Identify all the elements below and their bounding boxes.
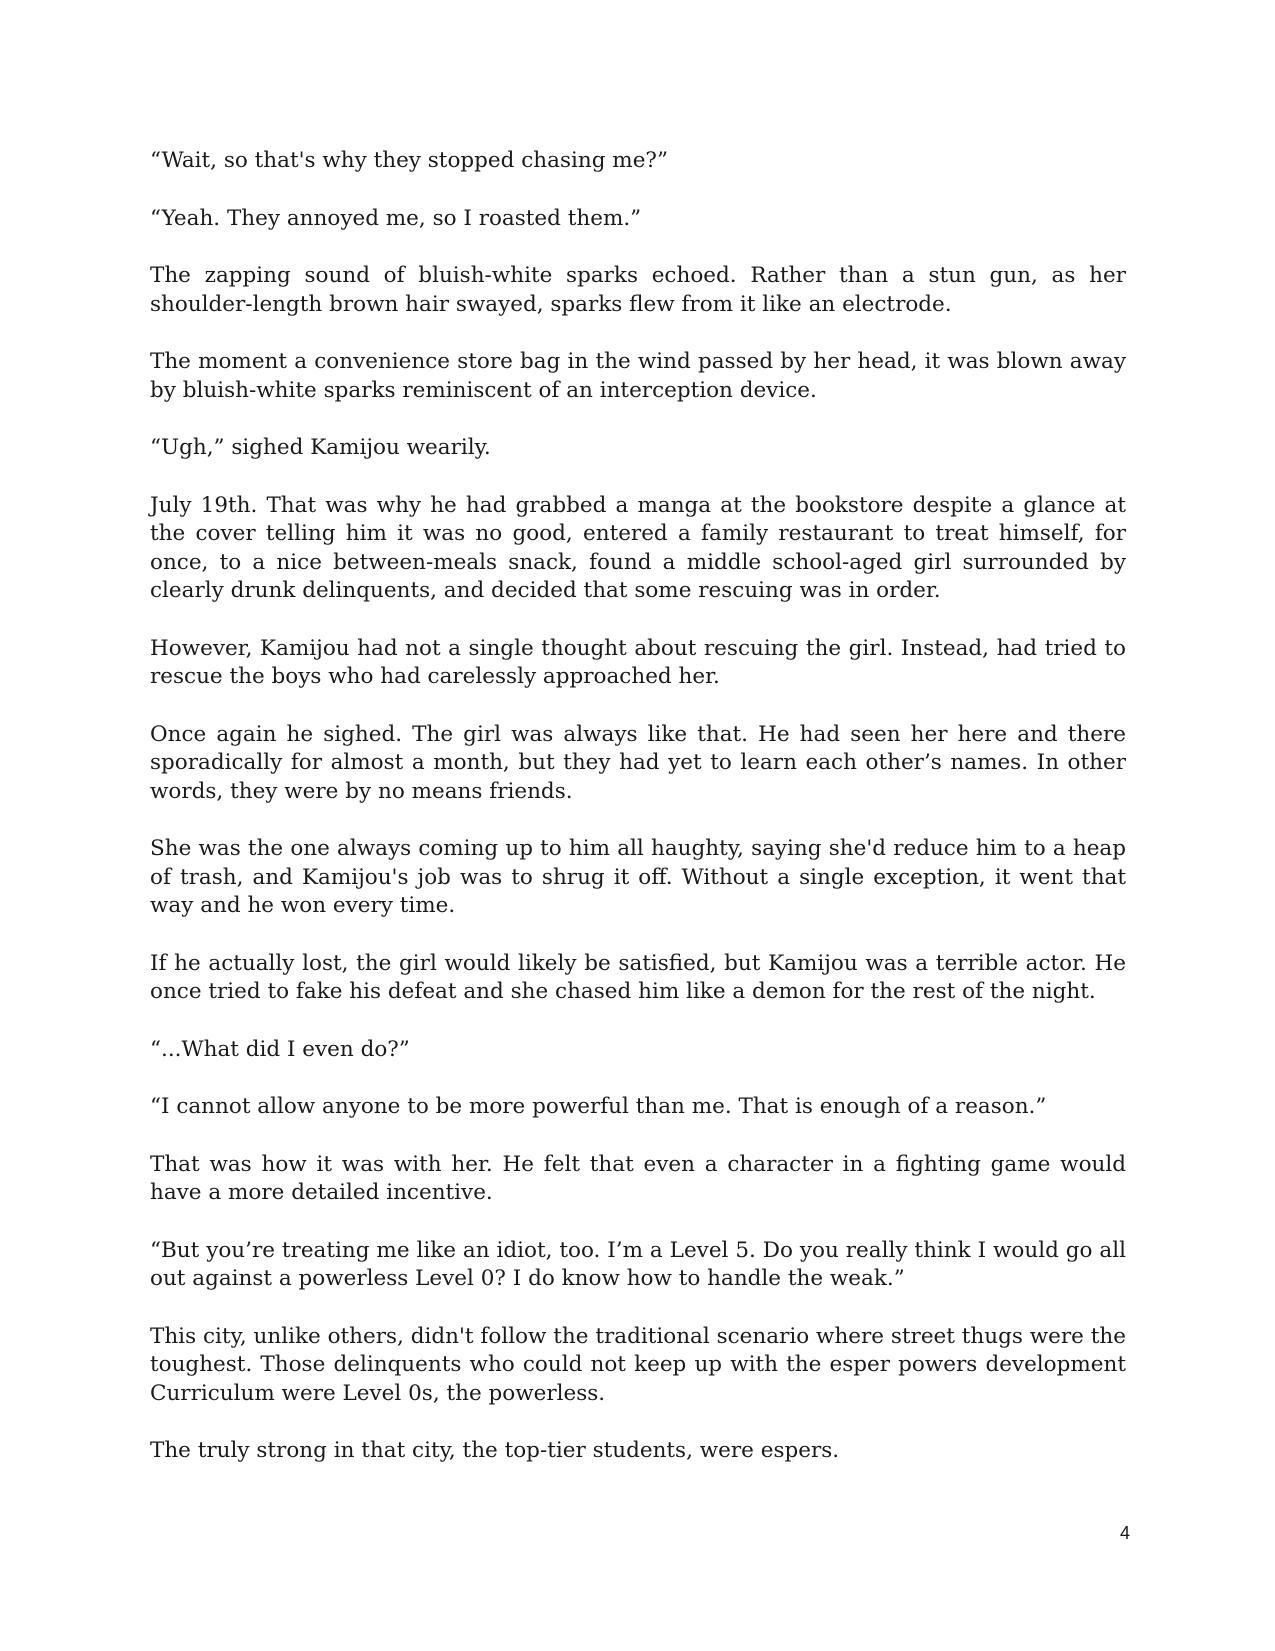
paragraph-16: The truly strong in that city, the top-tier students, were espers.	[150, 1438, 840, 1463]
paragraph-9: She was the one always coming up to him all haughty, saying she'd reduce him to a heap of trash, and Kamijou's job was to shrug it off. Without a single exception, it went that way and he won every time.	[150, 836, 1126, 918]
paragraph-7: However, Kamijou had not a single thought about rescuing the girl. Instead, had tried to rescue the boys who had carelessly approached her.	[150, 635, 1126, 689]
paragraph-11: “...What did I even do?”	[150, 1036, 410, 1062]
paragraph-3: The zapping sound of bluish-white sparks echoed. Rather than a stun gun, as her shoulder-length brown hair swayed, sparks flew from it like an electrode.	[150, 263, 1126, 317]
paragraph-14: “But you’re treating me like an idiot, too. I’m a Level 5. Do you really think I would go all out against a powerless Level 0? I do know how to handle the weak.”	[150, 1237, 1126, 1291]
paragraph-1: “Wait, so that's why they stopped chasing me?”	[150, 148, 668, 173]
paragraph-10: If he actually lost, the girl would likely be satisfied, but Kamijou was a terrible actor. He once tried to fake his defeat and she chased him like a demon for the rest of the night.	[150, 950, 1126, 1004]
paragraph-5: “Ugh,” sighed Kamijou wearily.	[150, 435, 491, 460]
paragraph-8: Once again he sighed. The girl was always like that. He had seen her here and there sporadically for almost a month, but they had yet to learn each other’s names. In other words, they were by no means friends.	[150, 721, 1126, 804]
page-number: 4	[1119, 1523, 1130, 1543]
paragraph-6: July 19th. That was why he had grabbed a manga at the bookstore despite a glance at the cover telling him it was no good, entered a family restaurant to treat himself, for once, to a nice between-meals snack, found a middle school-aged girl surrounded by clearly drunk delinquents, and decided that some rescuing was in order.	[150, 492, 1126, 603]
paragraph-13: That was how it was with her. He felt that even a character in a fighting game would have a more detailed incentive.	[150, 1151, 1126, 1205]
paragraph-4: The moment a convenience store bag in the wind passed by her head, it was blown away by bluish-white sparks reminiscent of an interception device.	[150, 349, 1126, 403]
paragraph-12: “I cannot allow anyone to be more powerful than me. That is enough of a reason.”	[150, 1094, 1047, 1119]
paragraph-2: “Yeah. They annoyed me, so I roasted them.”	[150, 205, 642, 231]
body-text	[150, 147, 1126, 1495]
paragraph-15: This city, unlike others, didn't follow the traditional scenario where street thugs were the toughest. Those delinquents who could not keep up with the esper powers development Curriculum were Level 0s, the powerless.	[150, 1323, 1126, 1406]
